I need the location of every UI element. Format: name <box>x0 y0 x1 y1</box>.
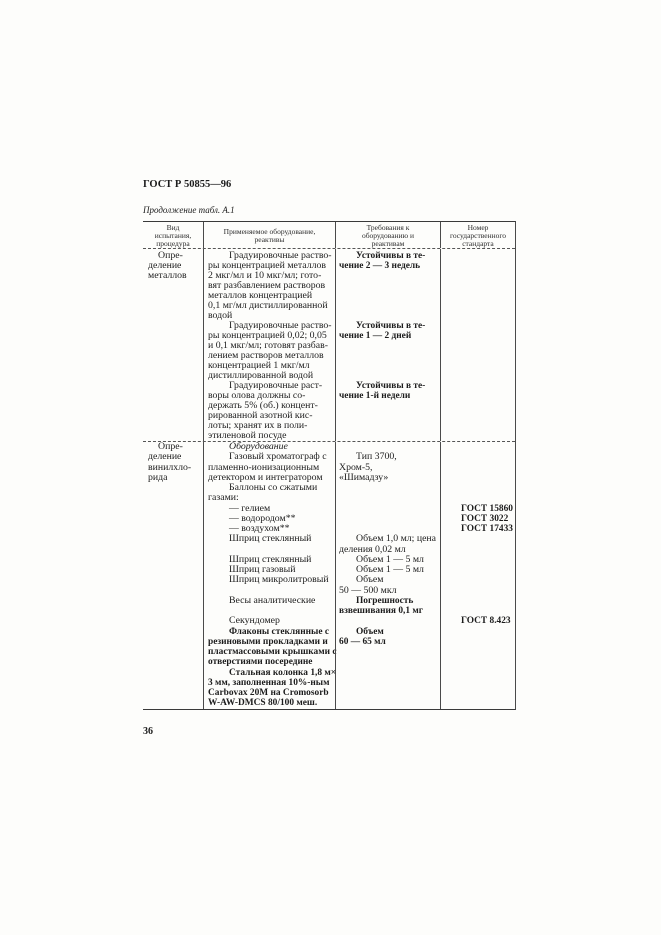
equipment-cell: Градуировочные раство- ры концентрацией металлов 2 мкг/мл и 10 мкг/мл; гото- вят разбавлением растворов металлов концентрацией 0,1 мг/мл дистиллированной водой <box>203 249 335 321</box>
document-standard-number: ГОСТ Р 50855—96 <box>143 179 232 190</box>
table-row <box>203 452 515 483</box>
column-header-procedure: Вид испытания, процедура <box>154 223 192 248</box>
group-rows <box>203 249 515 441</box>
requirements-table <box>143 221 516 710</box>
standard-cell: ГОСТ 3022 <box>440 514 515 524</box>
equipment-cell: Секундомер <box>203 616 335 626</box>
requirements-cell: Тип 3700, Хром-5, «Шимадзу» <box>335 452 440 483</box>
table-row <box>203 616 515 626</box>
table-row <box>203 321 515 381</box>
table-row <box>203 596 515 617</box>
equipment-cell: — гелием <box>203 504 335 514</box>
equipment-cell: Градуировочные раство- ры концентрацией 0,02; 0,05 и 0,1 мкг/мл; готовят разбав- лением растворов металлов концентрацией 1 мкг/мл дистиллированной водой <box>203 321 335 381</box>
standard-cell <box>440 668 515 709</box>
equipment-cell: Газовый хроматограф с пламенно-ионизационным детектором и интегратором <box>203 452 335 483</box>
requirements-cell <box>335 668 440 709</box>
requirements-cell: Объем 50 — 500 мкл <box>335 575 440 596</box>
column-header-equipment: Применяемое оборудование, реактивы <box>203 222 335 248</box>
column-header-standard-number: Номер государственного стандарта <box>440 222 515 248</box>
standard-cell <box>440 555 515 565</box>
table-row <box>203 381 515 441</box>
standard-cell <box>440 442 515 452</box>
table-row <box>203 534 515 555</box>
standard-cell <box>440 249 515 321</box>
requirements-cell: Погрешность взвешивания 0,1 мг <box>335 596 440 617</box>
equipment-cell: Стальная колонка 1,8 м× 3 мм, заполненная 10%-ным Carbovax 20M на Cromosorb W-AW-DMCS 80/100 меш. <box>203 668 335 709</box>
table-row <box>203 668 515 709</box>
equipment-cell: Шприц стеклянный <box>203 555 335 565</box>
requirements-cell: Устойчивы в те- чение 1-й недели <box>335 381 440 441</box>
standard-cell <box>440 534 515 555</box>
procedure-cell: Опре- деление металлов <box>148 250 187 281</box>
section-heading-equipment: Оборудование <box>203 442 335 452</box>
table-row <box>203 483 515 504</box>
table-row <box>203 627 515 668</box>
standard-cell: ГОСТ 17433 <box>440 524 515 534</box>
procedure-cell: Опре- деление винилхло- рида <box>148 441 192 483</box>
standard-cell <box>440 627 515 668</box>
equipment-cell: Шприц стеклянный <box>203 534 335 555</box>
requirements-cell: Устойчивы в те- чение 2 — 3 недель <box>335 249 440 321</box>
group-rows <box>203 442 515 709</box>
page-number: 36 <box>143 726 153 737</box>
equipment-cell: Шприц газовый <box>203 565 335 575</box>
standard-cell <box>440 596 515 617</box>
equipment-cell: Градуировочные раст- воры олова должны со- держать 5% (об.) концент- рированной азотной кис- лоты; хранят их в поли- этиленовой посуде <box>203 381 335 441</box>
requirements-cell: Объем 1 — 5 мл <box>335 565 440 575</box>
requirements-cell <box>335 514 440 524</box>
standard-cell <box>440 483 515 504</box>
requirements-cell: Объем 1 — 5 мл <box>335 555 440 565</box>
requirements-cell: Объем 60 — 65 мл <box>335 627 440 668</box>
requirements-cell <box>335 616 440 626</box>
table-row <box>203 249 515 321</box>
equipment-cell: Шприц микролитровый <box>203 575 335 596</box>
requirements-cell <box>335 483 440 504</box>
equipment-cell: Флаконы стеклянные с резиновыми прокладками и пластмассовыми крышками с отверстиями посередине <box>203 627 335 668</box>
standard-cell <box>440 575 515 596</box>
table-group-metals <box>143 249 515 442</box>
equipment-cell: Весы аналитические <box>203 596 335 617</box>
standard-cell: ГОСТ 8.423 <box>440 616 515 626</box>
equipment-cell: — воздухом** <box>203 524 335 534</box>
table-group-vinyl-chloride <box>143 442 515 709</box>
equipment-cell: Баллоны со сжатыми газами: <box>203 483 335 504</box>
equipment-cell: — водородом** <box>203 514 335 524</box>
standard-cell <box>440 565 515 575</box>
requirements-cell: Объем 1,0 мл; цена деления 0,02 мл <box>335 534 440 555</box>
table-header-row <box>143 222 515 249</box>
requirements-cell <box>335 504 440 514</box>
standard-cell <box>440 452 515 483</box>
table-row <box>203 575 515 596</box>
table-continuation-caption: Продолжение табл. А.1 <box>143 205 235 215</box>
standard-cell <box>440 381 515 441</box>
standard-cell <box>440 321 515 381</box>
standard-cell: ГОСТ 15860 <box>440 504 515 514</box>
column-header-requirements: Требования к оборудованию и реактивам <box>335 222 440 248</box>
requirements-cell: Устойчивы в те- чение 1 — 2 дней <box>335 321 440 381</box>
